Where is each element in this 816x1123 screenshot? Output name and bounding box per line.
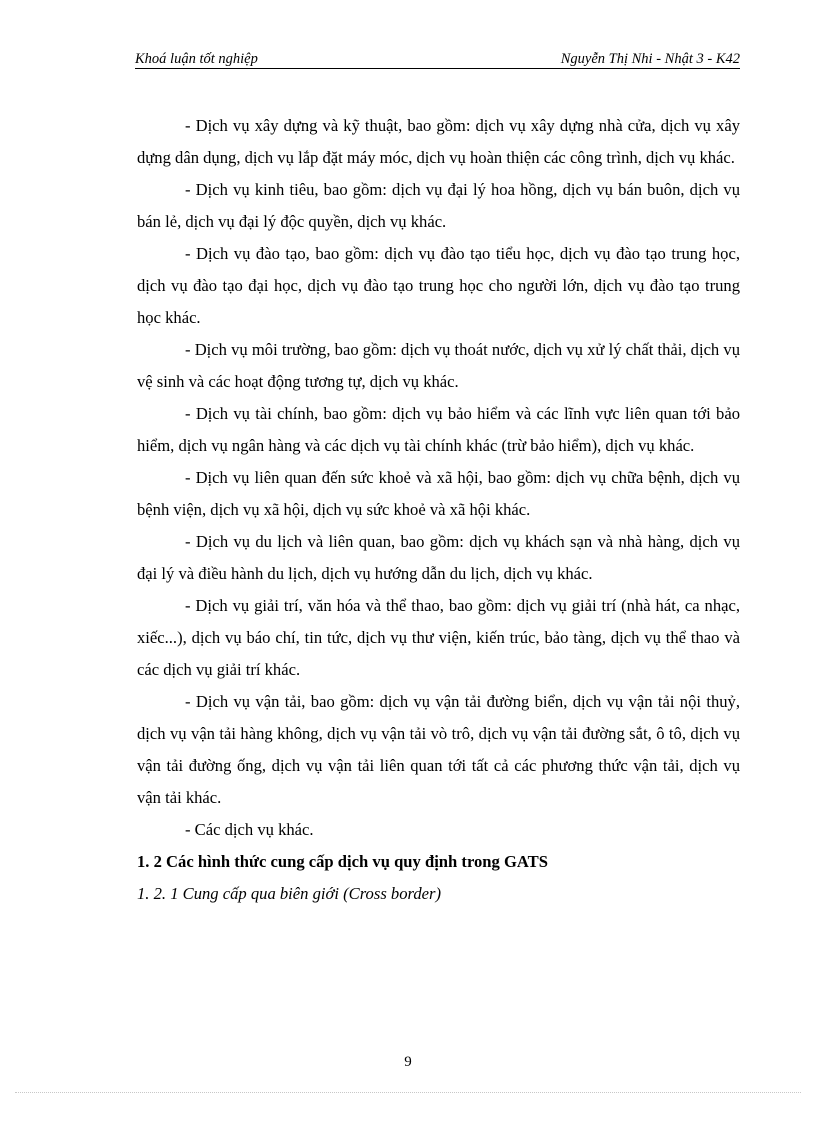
paragraph-tourism-services: - Dịch vụ du lịch và liên quan, bao gồm: dịch vụ khách sạn và nhà hàng, dịch vụ đại lý và điều hành du lịch, dịch vụ hướng dẫn du lịch, dịch vụ khác. [137,532,740,583]
paragraph-recreation-services: - Dịch vụ giải trí, văn hóa và thể thao, bao gồm: dịch vụ giải trí (nhà hát, ca nhạc, xiếc...), dịch vụ báo chí, tin tức, dịch vụ thư viện, kiến trúc, bảo tàng, dịch vụ thể thao và các dịch vụ giải trí khác. [137,596,740,679]
paragraph-transport-services: - Dịch vụ vận tải, bao gồm: dịch vụ vận tải đường biển, dịch vụ vận tải nội thuỷ, dịch vụ vận tải hàng không, dịch vụ vận tải vò trô, dịch vụ vận tải đường sắt, ô tô, dịch vụ vận tải đường ống, dịch vụ vận tải liên quan tới tất cả các phương thức vận tải, dịch vụ vận tải khác. [137,692,740,807]
section-heading: 1. 2 Các hình thức cung cấp dịch vụ quy định trong GATS [137,852,548,871]
paragraph-construction-services: - Dịch vụ xây dựng và kỹ thuật, bao gồm: dịch vụ xây dựng nhà cửa, dịch vụ xây dựng dân dụng, dịch vụ lắp đặt máy móc, dịch vụ hoàn thiện các công trình, dịch vụ khác. [137,116,740,167]
paragraph-financial-services: - Dịch vụ tài chính, bao gồm: dịch vụ bảo hiểm và các lĩnh vực liên quan tới bảo hiểm, dịch vụ ngân hàng và các dịch vụ tài chính khác (trừ bảo hiểm), dịch vụ khác. [137,404,740,455]
paragraph-other-services: - Các dịch vụ khác. [185,820,314,839]
header-author: Nguyễn Thị Nhi - Nhật 3 - K42 [560,51,740,67]
paragraph-distribution-services: - Dịch vụ kinh tiêu, bao gồm: dịch vụ đại lý hoa hồng, dịch vụ bán buôn, dịch vụ bán lẻ, dịch vụ đại lý độc quyền, dịch vụ khác. [137,180,740,231]
page-bottom-divider [15,1092,801,1093]
document-body [137,110,740,910]
page-header [135,50,740,69]
page-number: 9 [404,1054,412,1070]
sub-heading: 1. 2. 1 Cung cấp qua biên giới (Cross border) [137,884,442,903]
header-thesis-title: Khoá luận tốt nghiệp [135,51,258,67]
paragraph-education-services: - Dịch vụ đào tạo, bao gồm: dịch vụ đào tạo tiểu học, dịch vụ đào tạo trung học, dịch vụ đào tạo đại học, dịch vụ đào tạo trung học cho người lớn, dịch vụ đào tạo trung học khác. [137,244,740,327]
paragraph-health-social-services: - Dịch vụ liên quan đến sức khoẻ và xã hội, bao gồm: dịch vụ chữa bệnh, dịch vụ bệnh viện, dịch vụ xã hội, dịch vụ sức khoẻ và xã hội khác. [137,468,740,519]
paragraph-environment-services: - Dịch vụ môi trường, bao gồm: dịch vụ thoát nước, dịch vụ xử lý chất thải, dịch vụ vệ sinh và các hoạt động tương tự, dịch vụ khác. [137,340,740,391]
